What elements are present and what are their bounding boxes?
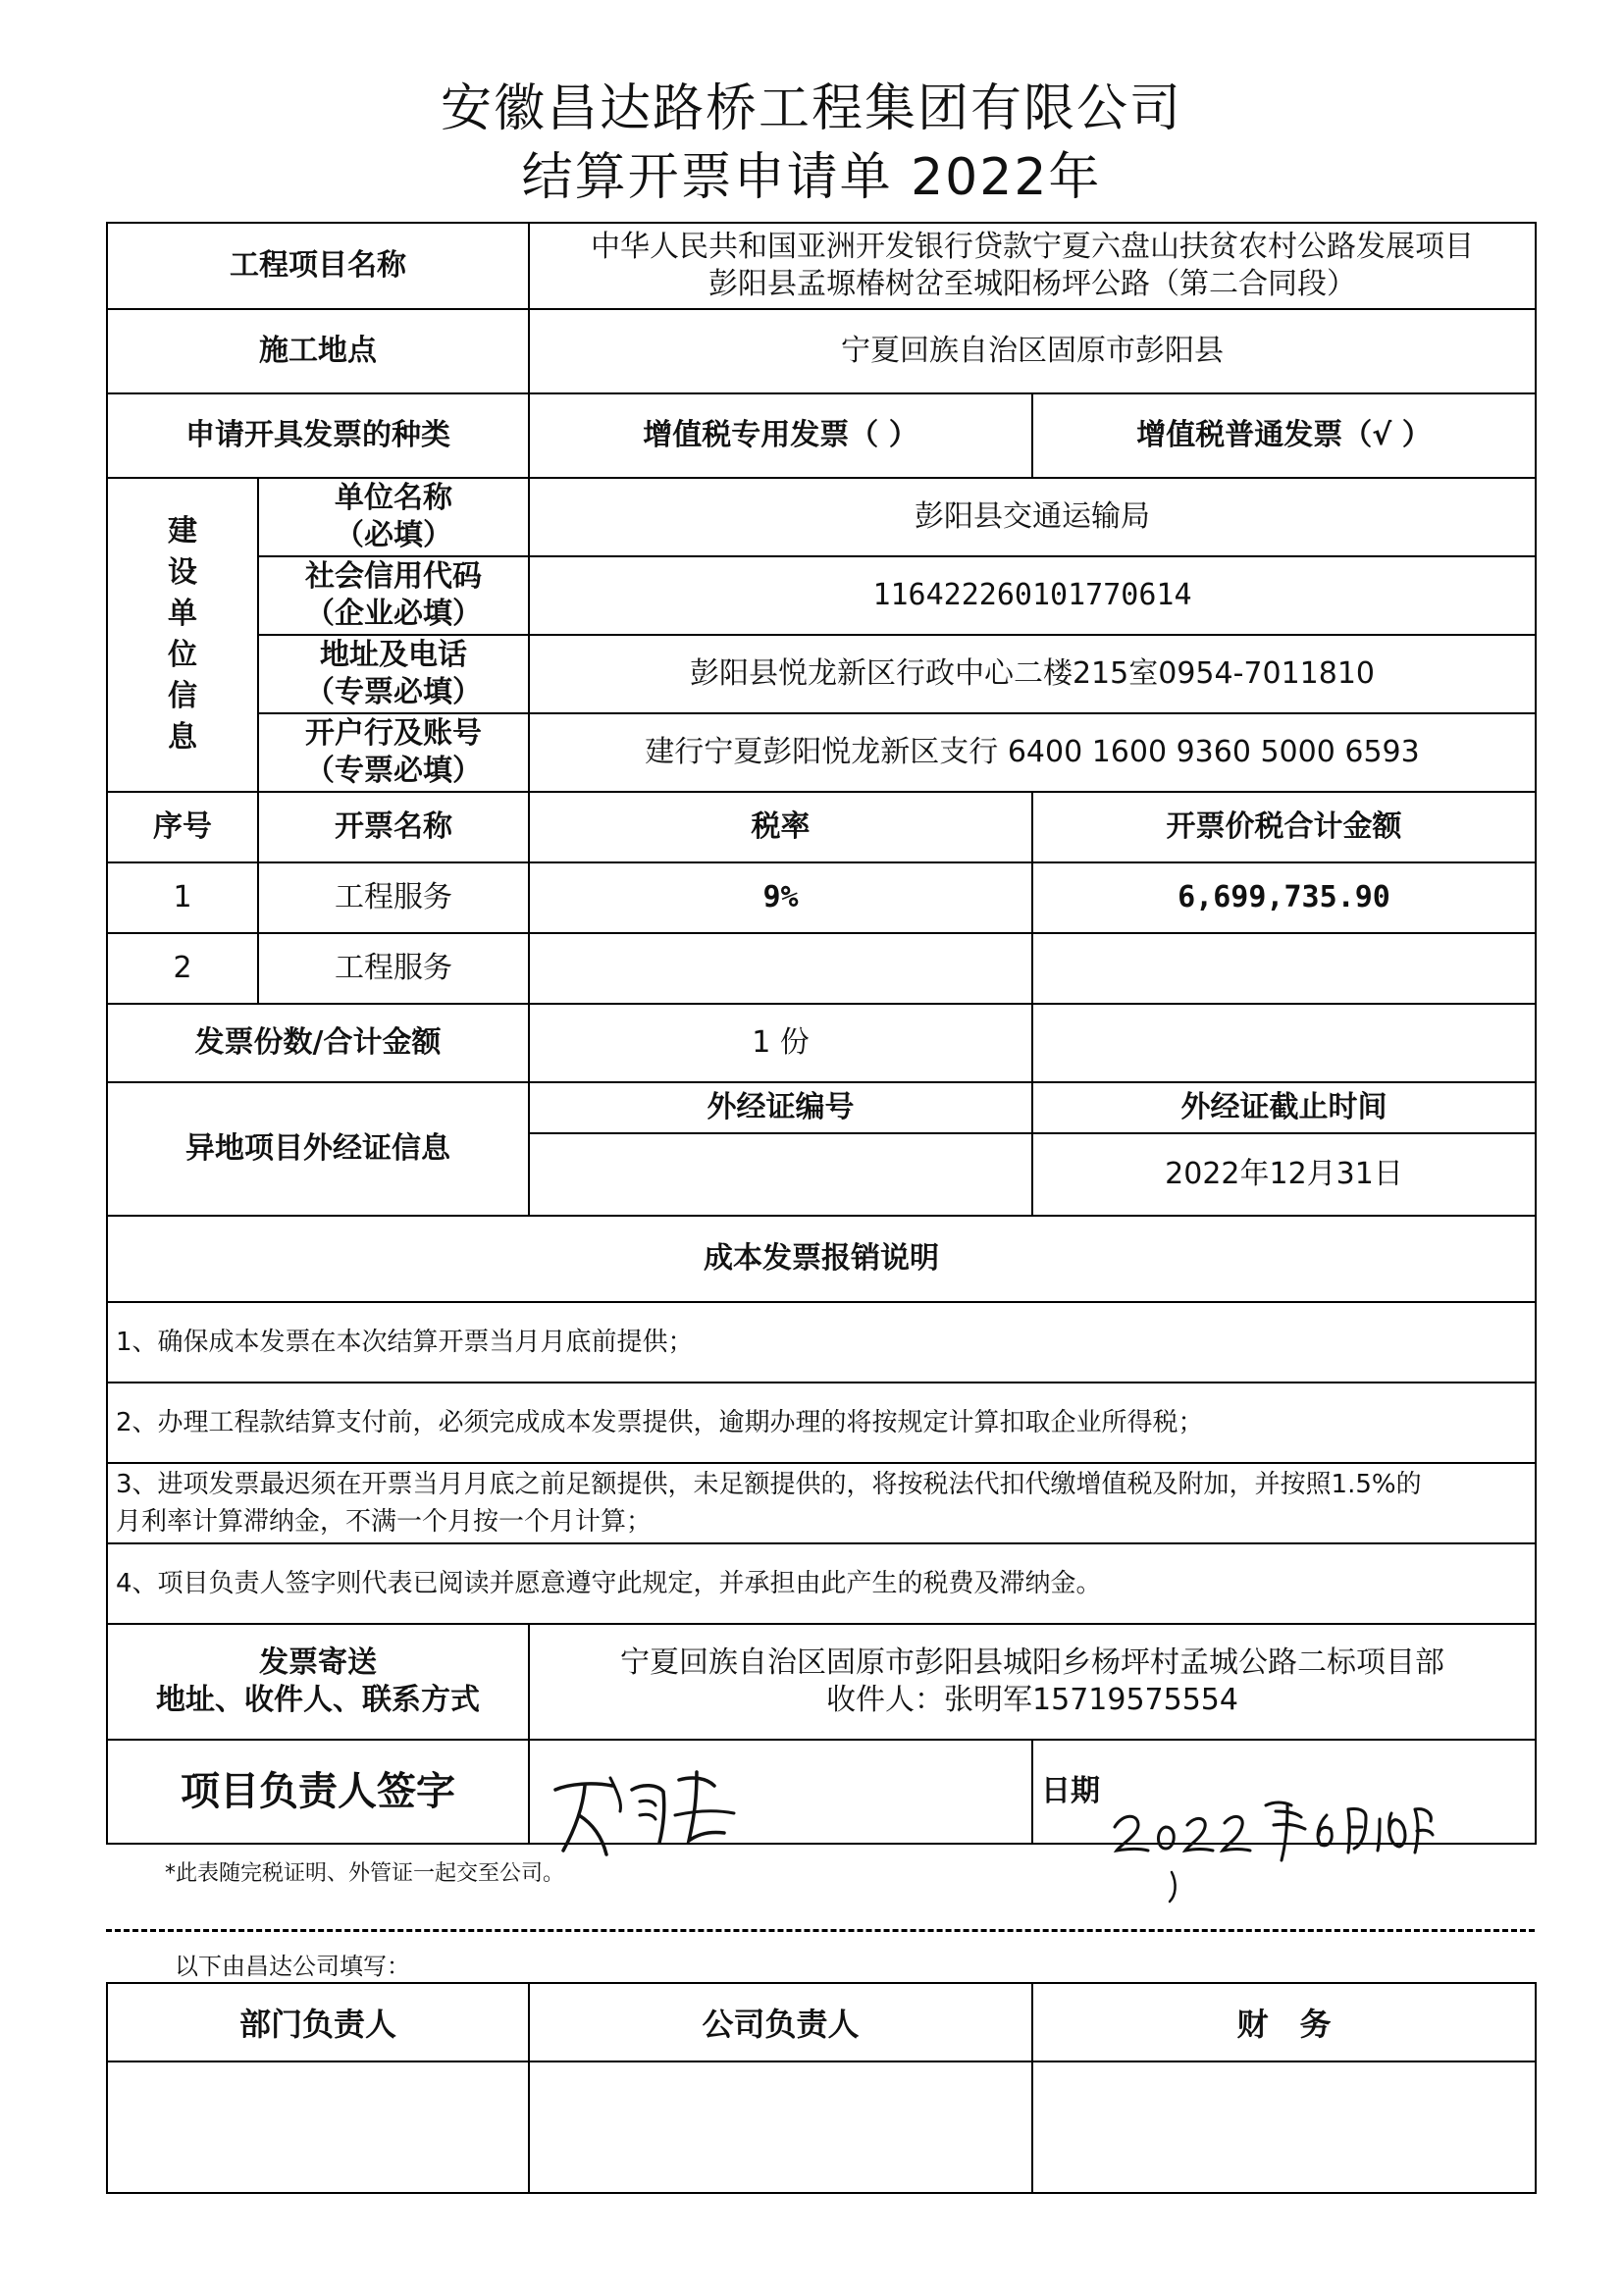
site-value: 宁夏回族自治区固原市彭阳县 [529, 309, 1536, 393]
note-item-3 [107, 1463, 1536, 1543]
delivery-recipient: 收件人：张明军15719575554 [826, 1683, 1238, 1717]
col-header-amount: 开票价税合计金额 [1032, 792, 1536, 862]
table-row [107, 933, 1536, 1004]
external-label: 异地项目外经证信息 [107, 1082, 529, 1216]
note-item-3-line2: 月利率计算滞纳金，不满一个月按一个月计算； [116, 1507, 653, 1537]
address-label-line2: （专票必填） [305, 675, 482, 709]
finance-sign-cell [1032, 2061, 1536, 2193]
totals-label: 发票份数/合计金额 [107, 1004, 529, 1082]
note-item-4: 4、项目负责人签字则代表已阅读并愿意遵守此规定，并承担由此产生的税费及滞纳金。 [107, 1543, 1536, 1624]
note-item-1: 1、确保成本发票在本次结算开票当月月底前提供； [107, 1302, 1536, 1383]
bank-label-line1: 开户行及账号 [305, 716, 482, 751]
invoice-type-label: 申请开具发票的种类 [107, 393, 529, 478]
notes-title: 成本发票报销说明 [107, 1216, 1536, 1302]
footer-note: *此表随完税证明、外管证一起交至公司。 [165, 1861, 565, 1886]
signature-label: 项目负责人签字 [107, 1740, 529, 1844]
row-rate [529, 933, 1032, 1004]
company-head-sign-cell [529, 2061, 1032, 2193]
project-name-line2: 彭阳县孟塬椿树岔至城阳杨坪公路（第二合同段） [708, 267, 1356, 301]
credit-code-label [258, 556, 529, 635]
delivery-label-line1: 发票寄送 [259, 1645, 377, 1680]
address-label-line1: 地址及电话 [320, 638, 467, 672]
external-no-label: 外经证编号 [529, 1082, 1032, 1133]
site-label: 施工地点 [107, 309, 529, 393]
col-header-rate: 税率 [529, 792, 1032, 862]
group-char: 息 [168, 720, 197, 755]
row-amount [1032, 933, 1536, 1004]
unit-name-label-line1: 单位名称 [335, 481, 452, 515]
project-name-cell [529, 223, 1536, 309]
col-header-name: 开票名称 [258, 792, 529, 862]
credit-code-value: 116422260101770614 [529, 556, 1536, 635]
external-deadline-label: 外经证截止时间 [1032, 1082, 1536, 1133]
invoice-type-normal: 增值税普通发票（√ ） [1032, 393, 1536, 478]
address-value: 彭阳县悦龙新区行政中心二楼215室0954-7011810 [529, 635, 1536, 713]
row-rate: 9% [529, 862, 1032, 933]
external-deadline-value: 2022年12月31日 [1032, 1133, 1536, 1216]
group-char: 信 [168, 679, 197, 713]
bank-label-line2: （专票必填） [305, 754, 482, 788]
company-title: 安徽昌达路桥工程集团有限公司 [440, 79, 1182, 138]
note-item-2: 2、办理工程款结算支付前，必须完成成本发票提供，逾期办理的将按规定计算扣取企业所得税； [107, 1383, 1536, 1463]
date-label: 日期 [1041, 1774, 1100, 1808]
dept-head-sign-cell [107, 2061, 529, 2193]
bank-value: 建行宁夏彭阳悦龙新区支行 6400 1600 9360 5000 6593 [529, 713, 1536, 792]
project-name-label: 工程项目名称 [107, 223, 529, 309]
totals-count: 1 份 [529, 1004, 1032, 1082]
external-no-value [529, 1133, 1032, 1216]
form-title: 结算开票申请单 2022年 [521, 148, 1102, 207]
row-no: 1 [107, 862, 258, 933]
settlement-form [106, 222, 1537, 1845]
delivery-label-line2: 地址、收件人、联系方式 [156, 1683, 480, 1717]
row-name: 工程服务 [258, 862, 529, 933]
handwritten-date [1109, 1766, 1442, 1904]
company-head-label: 公司负责人 [529, 1983, 1032, 2061]
dept-head-label: 部门负责人 [107, 1983, 529, 2061]
col-header-no: 序号 [107, 792, 258, 862]
table-row [107, 862, 1536, 933]
note-item-3-line1: 3、进项发票最迟须在开票当月月底之前足额提供，未足额提供的，将按税法代扣代缴增值税及附加，并按照1.5%的 [116, 1470, 1422, 1499]
delivery-label [107, 1624, 529, 1740]
group-char: 单 [168, 597, 197, 631]
group-char: 设 [168, 555, 197, 590]
delivery-address: 宁夏回族自治区固原市彭阳县城阳乡杨坪村孟城公路二标项目部 [620, 1645, 1444, 1680]
cut-line [106, 1929, 1535, 1932]
builder-info-group-label [107, 478, 258, 792]
approval-table [106, 1982, 1537, 2194]
totals-amount [1032, 1004, 1536, 1082]
fill-note: 以下由昌达公司填写： [175, 1953, 410, 1980]
invoice-type-special: 增值税专用发票（ ） [529, 393, 1032, 478]
row-amount: 6,699,735.90 [1032, 862, 1536, 933]
address-label [258, 635, 529, 713]
project-name-line1: 中华人民共和国亚洲开发银行贷款宁夏六盘山扶贫农村公路发展项目 [591, 230, 1474, 264]
credit-code-label-line2: （企业必填） [305, 597, 482, 631]
bank-label [258, 713, 529, 792]
delivery-value [529, 1624, 1536, 1740]
unit-name-label-line2: （必填） [335, 518, 452, 552]
group-char: 位 [168, 638, 197, 672]
finance-label: 财 务 [1032, 1983, 1536, 2061]
group-char: 建 [168, 514, 197, 548]
handwritten-signature [550, 1756, 765, 1894]
unit-name-label [258, 478, 529, 556]
unit-name-value: 彭阳县交通运输局 [529, 478, 1536, 556]
row-name: 工程服务 [258, 933, 529, 1004]
row-no: 2 [107, 933, 258, 1004]
credit-code-label-line1: 社会信用代码 [305, 559, 482, 594]
